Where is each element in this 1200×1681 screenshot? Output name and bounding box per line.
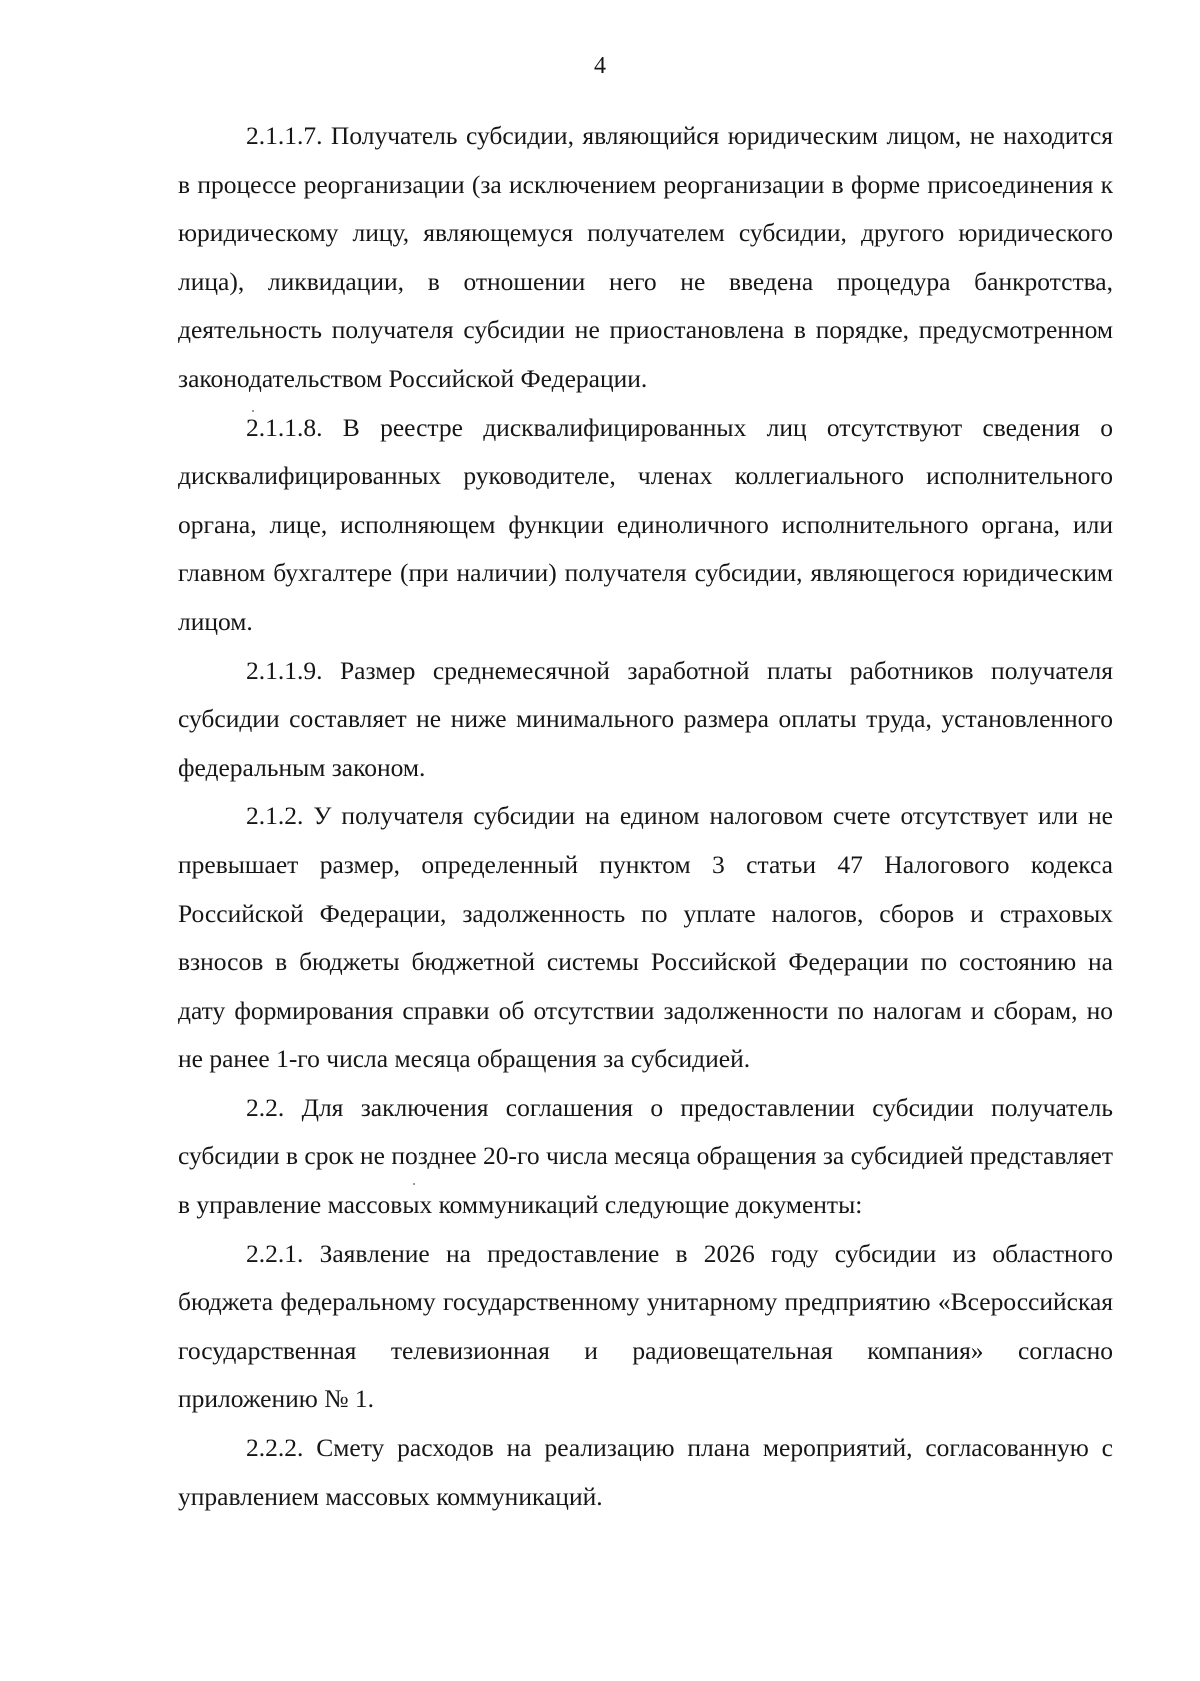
paragraph-2-1-1-9: 2.1.1.9. Размер среднемесячной заработной платы работников получателя субсидии составляет не ниже минимального размера оплаты труда, установленного федеральным законом. (178, 655, 1113, 782)
document-body (178, 112, 1113, 1521)
page-number: 4 (594, 53, 606, 79)
paragraph-2-1-1-8: 2.1.1.8. В реестре дисквалифицированных лиц отсутствуют сведения о дисквалифицированных руководителе, членах коллегиального исполнительного органа, лице, исполняющем функции единоличного исполнительного органа, или главном бухгалтере (при наличии) получателя субсидии, являющегося юридическим лицом. (178, 412, 1113, 636)
paragraph-2-2-1: 2.2.1. Заявление на предоставление в 2026 году субсидии из областного бюджета федеральному государственному унитарному предприятию «Всероссийская государственная телевизионная и радиовещательная компания» согласно приложению № 1. (178, 1238, 1113, 1414)
paragraph-2-2: 2.2. Для заключения соглашения о предоставлении субсидии получатель субсидии в срок не позднее 20-го числа месяца обращения за субсидией представляет в управление массовых коммуникаций следующие документы: (178, 1092, 1113, 1220)
scan-speck (252, 410, 254, 412)
paragraph-2-1-2: 2.1.2. У получателя субсидии на едином налоговом счете отсутствует или не превышает размер, определенный пунктом 3 статьи 47 Налогового кодекса Российской Федерации, задолженность по уплате налогов, сборов и страховых взносов в бюджеты бюджетной системы Российской Федерации по состоянию на дату формирования справки об отсутствии задолженности по налогам и сборам, но не ранее 1-го числа месяца обращения за субсидией. (178, 801, 1113, 1074)
paragraph-2-1-1-7: 2.1.1.7. Получатель субсидии, являющийся юридическим лицом, не находится в процессе реорганизации (за исключением реорганизации в форме присоединения к юридическому лицу, являющемуся получателем субсидии, другого юридического лица), ликвидации, в отношении него не введена процедура банкротства, деятельность получателя субсидии не приостановлена в порядке, предусмотренном законодательством Российской Федерации. (178, 121, 1113, 393)
paragraph-2-2-2: 2.2.2. Смету расходов на реализацию плана мероприятий, согласованную с управлением массовых коммуникаций. (178, 1433, 1113, 1511)
scan-speck (413, 1183, 415, 1185)
